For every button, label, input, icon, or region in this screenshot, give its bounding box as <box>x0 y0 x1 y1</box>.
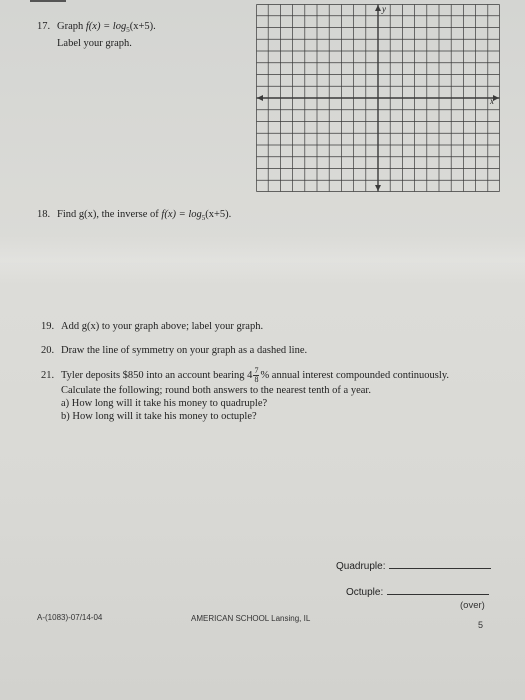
coordinate-grid[interactable] <box>256 4 500 192</box>
y-axis-label: y <box>382 4 386 14</box>
quadruple-answer-line[interactable] <box>389 559 491 569</box>
question-number: 17. <box>37 21 51 32</box>
quadruple-answer[interactable]: Quadruple: <box>336 559 491 572</box>
x-axis-label: x <box>490 96 494 106</box>
footer-code: A-(1083)-07/14-04 <box>37 613 103 622</box>
page-number: 5 <box>478 620 484 630</box>
question-number: 18. <box>37 209 51 220</box>
question-21: 21. Tyler deposits $850 into an account bearing 4 $\frac{7}{8}$ % annual interest compounded continuously. Calculate the following; round both answers to the nearest tenth of a year. a) How long will it take his money to quadruple? b) How long will it take his money to octuple? <box>41 366 450 422</box>
question-20: 20. Draw the line of symmetry on your graph as a dashed line. <box>41 345 308 356</box>
question-17: 17. Graph $f(x) = \log_5(x+5)$. Label your graph. <box>37 21 156 50</box>
paper-fold-shading <box>0 235 525 285</box>
question-21b: b) How long will it take his money to octuple? <box>61 411 257 422</box>
octuple-answer[interactable]: Octuple: <box>346 585 489 598</box>
octuple-answer-line[interactable] <box>387 585 489 595</box>
question-21a: a) How long will it take his money to quadruple? <box>61 398 268 409</box>
y-axis-arrow-up-icon <box>375 5 381 11</box>
question-17-instruction: Label your graph. <box>57 38 132 50</box>
top-mark <box>30 0 66 5</box>
fraction-seven-eighths: $\frac{7}{8}$ <box>254 366 259 384</box>
y-axis-arrow-down-icon <box>375 185 381 191</box>
x-axis-arrow-left-icon <box>257 95 263 101</box>
question-19: 19. Add g(x) to your graph above; label your graph. <box>41 321 264 332</box>
over-label: (over) <box>460 600 485 611</box>
question-18: 18. Find g(x), the inverse of $f(x) = \log_5(x+5)$. <box>37 209 232 223</box>
footer-school: AMERICAN SCHOOL Lansing, IL <box>191 614 311 623</box>
